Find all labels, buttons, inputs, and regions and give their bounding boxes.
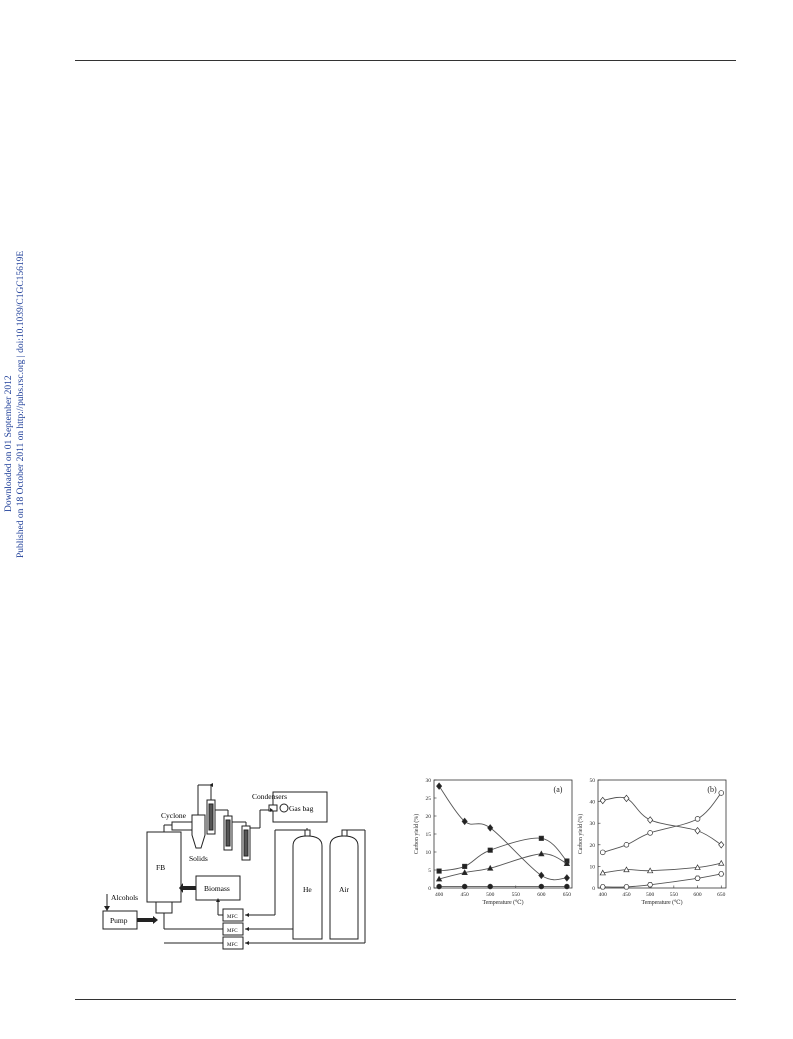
data-point <box>462 884 467 889</box>
data-point <box>719 791 724 796</box>
series-line-2 <box>603 793 722 852</box>
data-point <box>648 831 653 836</box>
x-tick-label: 500 <box>646 892 655 898</box>
x-tick-label: 550 <box>669 892 678 898</box>
x-tick-label: 400 <box>434 892 444 898</box>
data-point <box>539 872 544 878</box>
solids-label: Solids <box>189 854 208 863</box>
header-rule <box>75 60 736 61</box>
x-axis-label: Temperature (℃) <box>641 900 683 906</box>
he-label: He <box>303 885 312 894</box>
fb-base <box>156 902 172 913</box>
panel-label: (b) <box>707 785 717 794</box>
data-point <box>564 875 569 881</box>
data-point <box>600 850 605 855</box>
y-tick-label: 20 <box>589 842 595 849</box>
y-tick-label: 25 <box>425 796 431 802</box>
x-tick-label: 650 <box>562 892 572 898</box>
publication-doi-text[interactable]: Published on 18 October 2011 on http://pubs.rsc.org | doi:10.1039/C1GC15619E <box>16 250 26 558</box>
y-tick-label: 5 <box>428 868 431 874</box>
data-point <box>695 876 700 881</box>
cyclone-label: Cyclone <box>161 811 186 820</box>
air-label: Air <box>339 885 349 894</box>
data-point <box>624 842 629 847</box>
apparatus-schematic <box>95 770 395 965</box>
y-tick-label: 10 <box>589 864 595 871</box>
series-line-4 <box>603 874 722 887</box>
x-tick-label: 450 <box>460 892 469 898</box>
data-point <box>648 883 653 888</box>
data-point <box>564 884 569 889</box>
pump-label: Pump <box>110 916 128 925</box>
fb-label: FB <box>156 863 166 872</box>
footer-rule <box>75 999 736 1000</box>
y-tick-label: 15 <box>425 832 431 838</box>
y-axis-label: Carbon yield (%) <box>578 813 584 855</box>
data-point <box>648 817 653 823</box>
data-point <box>488 825 493 831</box>
y-tick-label: 40 <box>589 799 595 806</box>
y-tick-label: 0 <box>428 886 431 892</box>
data-point <box>462 864 466 868</box>
data-point <box>600 885 605 890</box>
x-axis-label: Temperature (℃) <box>482 900 524 906</box>
y-tick-label: 20 <box>425 814 431 820</box>
x-tick-label: 400 <box>598 892 607 898</box>
data-point <box>539 884 544 889</box>
carbon-yield-chart-a <box>412 772 578 912</box>
cyclone-inlet <box>172 822 192 830</box>
data-point <box>437 869 441 873</box>
series-line-1 <box>439 786 567 880</box>
data-point <box>719 872 724 877</box>
mfc-3-label: MFC <box>227 943 238 948</box>
data-point <box>695 816 700 821</box>
series-line-1 <box>603 797 722 845</box>
carbon-yield-chart-b <box>576 772 731 912</box>
x-tick-label: 550 <box>511 892 520 898</box>
series-line-3 <box>439 854 567 879</box>
mfc-2-label: MFC <box>227 929 238 934</box>
plot-frame <box>598 780 726 888</box>
data-point <box>624 795 629 801</box>
x-tick-label: 600 <box>537 892 546 898</box>
data-point <box>488 848 492 852</box>
y-tick-label: 0 <box>592 886 595 892</box>
x-tick-label: 500 <box>486 892 495 898</box>
gas-bag-label: Gas bag <box>289 804 314 813</box>
download-sidebar <box>0 0 40 1039</box>
cyclone-body <box>192 815 205 848</box>
y-tick-label: 50 <box>589 778 595 784</box>
panel-label: (a) <box>553 785 563 794</box>
series-line-3 <box>603 863 722 873</box>
x-tick-label: 650 <box>717 892 726 898</box>
download-date-text[interactable]: Downloaded on 01 September 2012 <box>4 375 14 512</box>
x-tick-label: 450 <box>622 892 631 898</box>
alcohols-label: Alcohols <box>111 893 139 902</box>
biomass-label: Biomass <box>204 884 230 893</box>
y-tick-label: 10 <box>425 850 431 856</box>
mfc-1-label: MFC <box>227 915 238 920</box>
plot-frame <box>434 780 572 888</box>
data-point <box>488 884 493 889</box>
data-point <box>539 836 543 840</box>
data-point <box>719 861 724 866</box>
data-point <box>437 884 442 889</box>
data-point <box>719 842 724 848</box>
data-point <box>695 828 700 834</box>
x-tick-label: 600 <box>693 892 702 898</box>
data-point <box>624 885 629 890</box>
condensers-label: Condensers <box>252 792 287 801</box>
y-tick-label: 30 <box>589 821 595 828</box>
y-axis-label: Carbon yield (%) <box>414 813 420 855</box>
data-point <box>600 797 605 803</box>
y-tick-label: 30 <box>425 778 431 784</box>
